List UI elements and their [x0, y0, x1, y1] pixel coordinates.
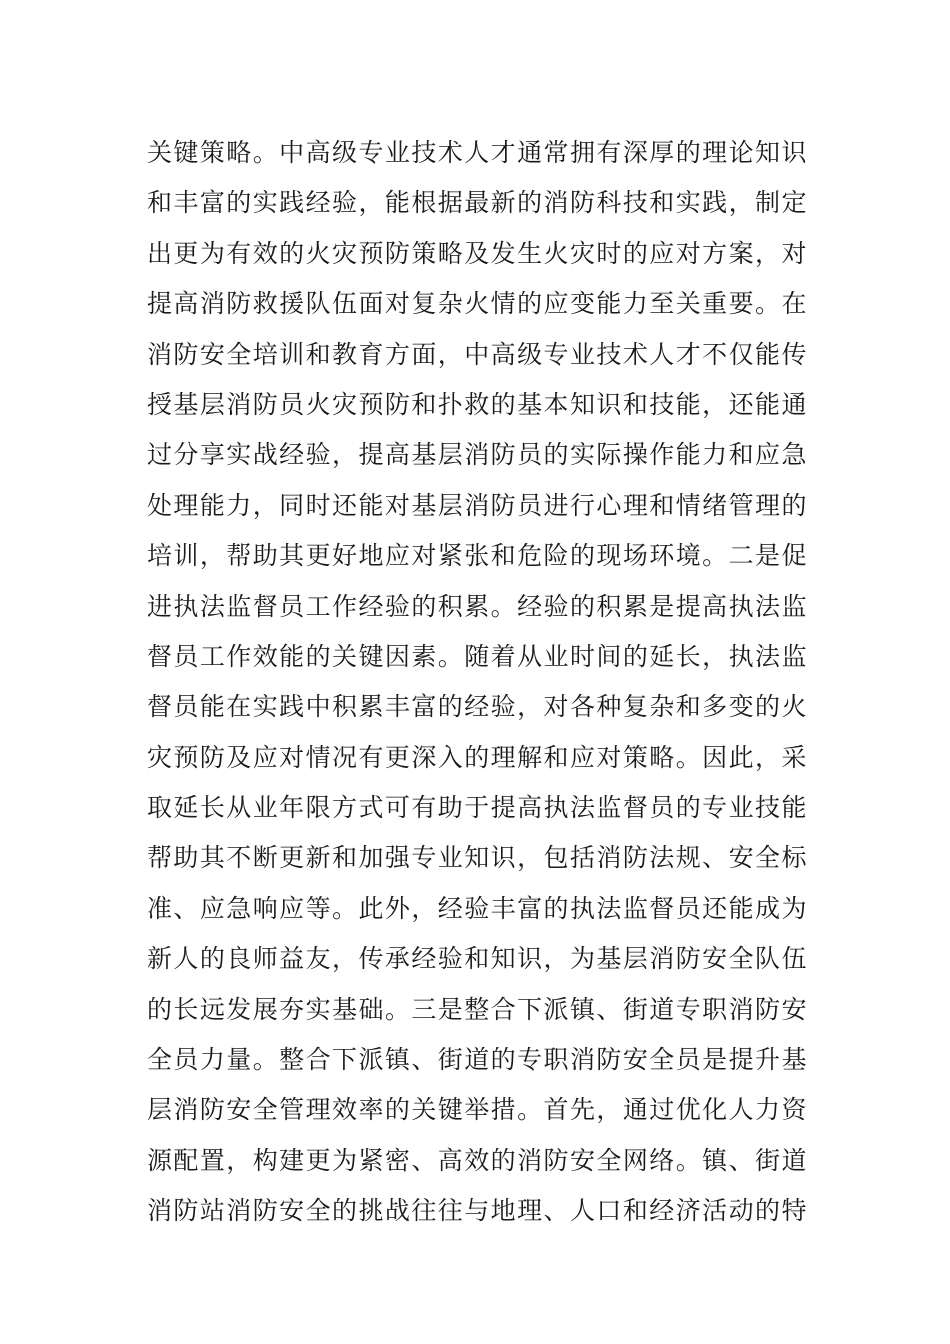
text-line: 培训，帮助其更好地应对紧张和危险的现场环境。二是促: [147, 541, 807, 571]
text-line: 授基层消防员火灾预防和扑救的基本知识和技能，还能通: [147, 389, 807, 419]
text-line: 和丰富的实践经验，能根据最新的消防科技和实践，制定: [147, 188, 807, 218]
text-line: 消防站消防安全的挑战往往与地理、人口和经济活动的特: [147, 1196, 807, 1226]
text-line: 全员力量。整合下派镇、街道的专职消防安全员是提升基: [147, 1045, 807, 1075]
text-line: 灾预防及应对情况有更深入的理解和应对策略。因此，采: [147, 742, 807, 772]
text-line: 提高消防救援队伍面对复杂火情的应变能力至关重要。在: [147, 289, 807, 319]
text-line: 的长远发展夯实基础。三是整合下派镇、街道专职消防安: [147, 994, 807, 1024]
text-line: 准、应急响应等。此外，经验丰富的执法监督员还能成为: [147, 893, 807, 923]
text-line: 层消防安全管理效率的关键举措。首先，通过优化人力资: [147, 1095, 807, 1125]
text-line: 出更为有效的火灾预防策略及发生火灾时的应对方案，对: [147, 238, 807, 268]
text-line: 消防安全培训和教育方面，中高级专业技术人才不仅能传: [147, 339, 807, 369]
text-line: 帮助其不断更新和加强专业知识，包括消防法规、安全标: [147, 843, 807, 873]
text-line: 处理能力，同时还能对基层消防员进行心理和情绪管理的: [147, 490, 807, 520]
text-line: 督员能在实践中积累丰富的经验，对各种复杂和多变的火: [147, 692, 807, 722]
text-line: 进执法监督员工作经验的积累。经验的积累是提高执法监: [147, 591, 807, 621]
text-line: 督员工作效能的关键因素。随着从业时间的延长，执法监: [147, 641, 807, 671]
text-line: 源配置，构建更为紧密、高效的消防安全网络。镇、街道: [147, 1145, 807, 1175]
text-line: 取延长从业年限方式可有助于提高执法监督员的专业技能: [147, 793, 807, 823]
text-line: 关键策略。中高级专业技术人才通常拥有深厚的理论知识: [147, 138, 807, 167]
text-line: 新人的良师益友，传承经验和知识，为基层消防安全队伍: [147, 944, 807, 974]
body-text: [147, 128, 807, 1237]
text-line: 过分享实战经验，提高基层消防员的实际操作能力和应急: [147, 440, 807, 470]
